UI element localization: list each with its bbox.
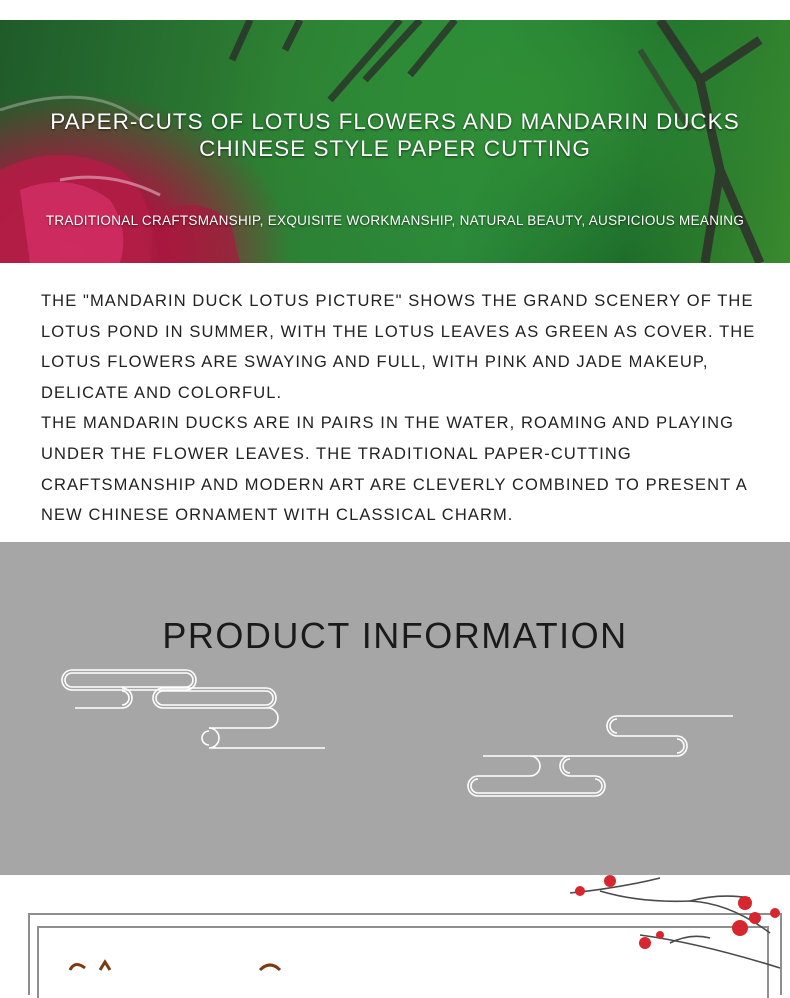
description-paragraph: THE MANDARIN DUCKS ARE IN PAIRS IN THE WATER, ROAMING AND PLAYING UNDER THE FLOWER LEAVES. THE TRADITIONAL PAPER-CUTTING CRAFTSMANSHIP AND MODERN ART ARE CLEVERLY COMBINED TO PRESENT A NEW CHINESE ORNAMENT WITH CLASSICAL CHARM. [41, 414, 747, 525]
banner-title-line1: PAPER-CUTS OF LOTUS FLOWERS AND MANDARIN DUCKS [50, 109, 740, 134]
section-heading: PRODUCT INFORMATION [162, 615, 628, 656]
banner-subtitle: TRADITIONAL CRAFTSMANSHIP, EXQUISITE WORKMANSHIP, NATURAL BEAUTY, AUSPICIOUS MEANING [45, 213, 745, 228]
hero-banner [0, 20, 790, 263]
cloud-swirl-decoration [0, 542, 790, 875]
banner-title [0, 108, 790, 162]
plum-blossom-branch-icon [540, 873, 790, 970]
description-paragraph: THE "MANDARIN DUCK LOTUS PICTURE" SHOWS THE GRAND SCENERY OF THE LOTUS POND IN SUMMER, WITH THE LOTUS LEAVES AS GREEN AS COVER. THE LOTUS FLOWERS ARE SWAYING AND FULL, WITH PINK AND JADE MAKEUP, DELICATE AND COLORFUL. [41, 292, 756, 402]
cloud-swirl-right-decoration [468, 716, 733, 796]
product-information-section [0, 542, 790, 875]
cloud-swirl-left-decoration [62, 670, 325, 748]
product-description [41, 286, 761, 531]
banner-title-line2: CHINESE STYLE PAPER CUTTING [199, 136, 591, 161]
